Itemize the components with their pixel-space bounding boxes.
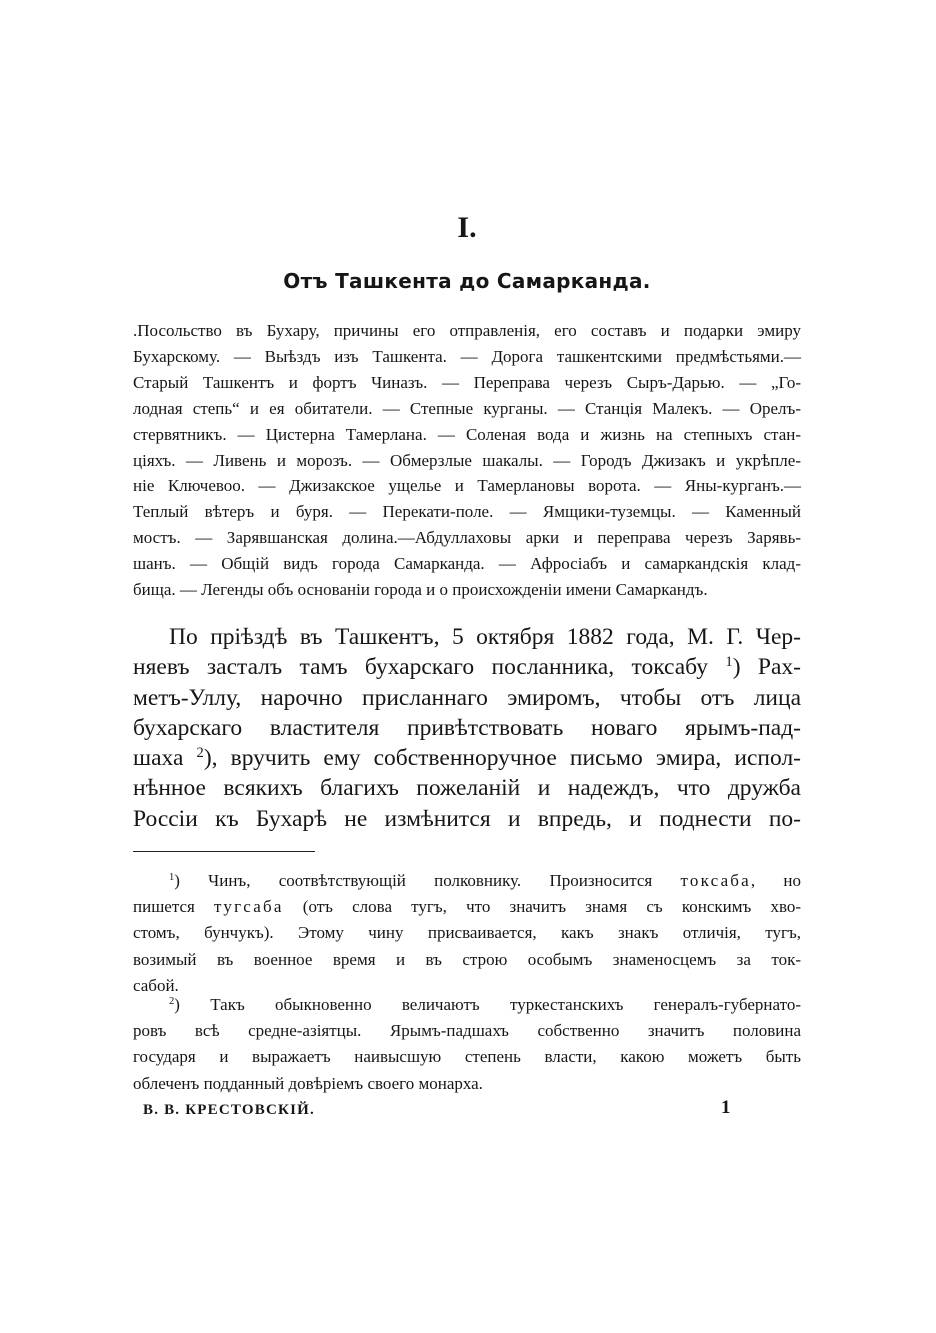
body-line: няевъ засталъ тамъ бухарскаго посланника, токсабу $^1$) Рах- (133, 654, 801, 681)
body-line: По пріѣздѣ въ Ташкентъ, 5 октября 1882 года, М. Г. Чер- (169, 624, 801, 650)
footnote-line: сабой. (133, 975, 179, 995)
summary-line: мостъ. — Зарявшанская долина.—Абдуллаховы арки и переправа черезъ Зарявь- (133, 528, 801, 548)
footnote-line: ровъ всѣ средне-азіятцы. Ярымъ-падшахъ собственно значитъ половина (133, 1021, 801, 1041)
footnote-line: $^1$) Чинъ, соотвѣтствующій полковнику. Произносится токсаба, но (169, 871, 802, 890)
body-line: метъ-Уллу, нарочно присланнаго эмиромъ, чтобы отъ лица (133, 684, 801, 711)
summary-line: бища. — Легенды объ основаніи города и о происхожденіи имени Самаркандъ. (133, 580, 708, 600)
body-paragraph (133, 622, 801, 834)
summary-line: ніе Ключевоо. — Джизакское ущелье и Тамерлановы ворота. — Яны-курганъ.— (133, 476, 801, 496)
footnote-mark-1: 1 (169, 872, 175, 884)
footnote-2 (133, 992, 801, 1097)
summary-line: .Посольство въ Бухару, причины его отправленія, его составъ и подарки эмиру (133, 321, 801, 340)
page-number: 1 (721, 1097, 731, 1118)
body-line: шаха $^2$), вручить ему собственноручное письмо эмира, испол- (133, 745, 802, 772)
summary-line: Теплый вѣтеръ и буря. — Перекати-поле. — Ямщики-туземцы. — Каменный (133, 502, 801, 522)
footnote-line: $^2$) Такъ обыкновенно величаютъ туркестанскихъ генералъ-губернато- (169, 995, 801, 1014)
body-line: нѣнное всякихъ благихъ пожеланій и надеждъ, что дружба (133, 775, 801, 802)
footnote-mark-2: 2 (169, 996, 175, 1008)
footnote-line: пишется тугсаба (отъ слова тугъ, что значитъ знамя съ конскимъ хво- (133, 897, 802, 917)
book-page (133, 0, 801, 1333)
footnote-1 (133, 868, 801, 999)
footnote-divider (133, 851, 315, 852)
chapter-summary (133, 318, 801, 603)
signature-mark: В. В. КРЕСТОВСКІЙ. (143, 1102, 315, 1118)
body-line: бухарскаго властителя привѣтствовать новаго ярымъ-пад- (133, 714, 801, 741)
footnote-ref-1[interactable]: 1 (725, 654, 733, 671)
summary-line: Старый Ташкентъ и фортъ Чиназъ. — Переправа черезъ Сыръ-Дарью. — „Го- (133, 372, 801, 392)
footnote-line: облеченъ подданный довѣріемъ своего монарха. (133, 1073, 483, 1093)
body-line: Россіи къ Бухарѣ не измѣнится и впредь, и поднести по- (133, 805, 801, 832)
summary-line: ціяхъ. — Ливень и морозъ. — Обмерзлые шакалы. — Городъ Джизакъ и укрѣпле- (133, 450, 801, 470)
summary-line: лодная степь“ и ея обитатели. — Степные курганы. — Станція Малекъ. — Орелъ- (133, 398, 801, 418)
chapter-number: I. (457, 211, 477, 244)
footnote-line: стомъ, бунчукъ). Этому чину присваивается, какъ знакъ отличія, тугъ, (133, 923, 801, 943)
summary-line: шанъ. — Общій видъ города Самарканда. — Афросіабъ и самаркандскія клад- (133, 554, 801, 574)
footnote-ref-2[interactable]: 2 (196, 745, 204, 762)
footnote-line: возимый въ военное время и въ строю особымъ знаменосцемъ за ток- (133, 949, 801, 969)
summary-line: стервятникъ. — Цистерна Тамерлана. — Соленая вода и жизнь на степныхъ стан- (133, 424, 801, 444)
chapter-title: Отъ Ташкента до Самарканда. (283, 269, 651, 293)
footnote-line: государя и выражаетъ наивысшую степень власти, какою можетъ быть (133, 1047, 801, 1067)
summary-line: Бухарскому. — Выѣздъ изъ Ташкента. — Дорога ташкентскими предмѣстьями.— (133, 346, 801, 366)
